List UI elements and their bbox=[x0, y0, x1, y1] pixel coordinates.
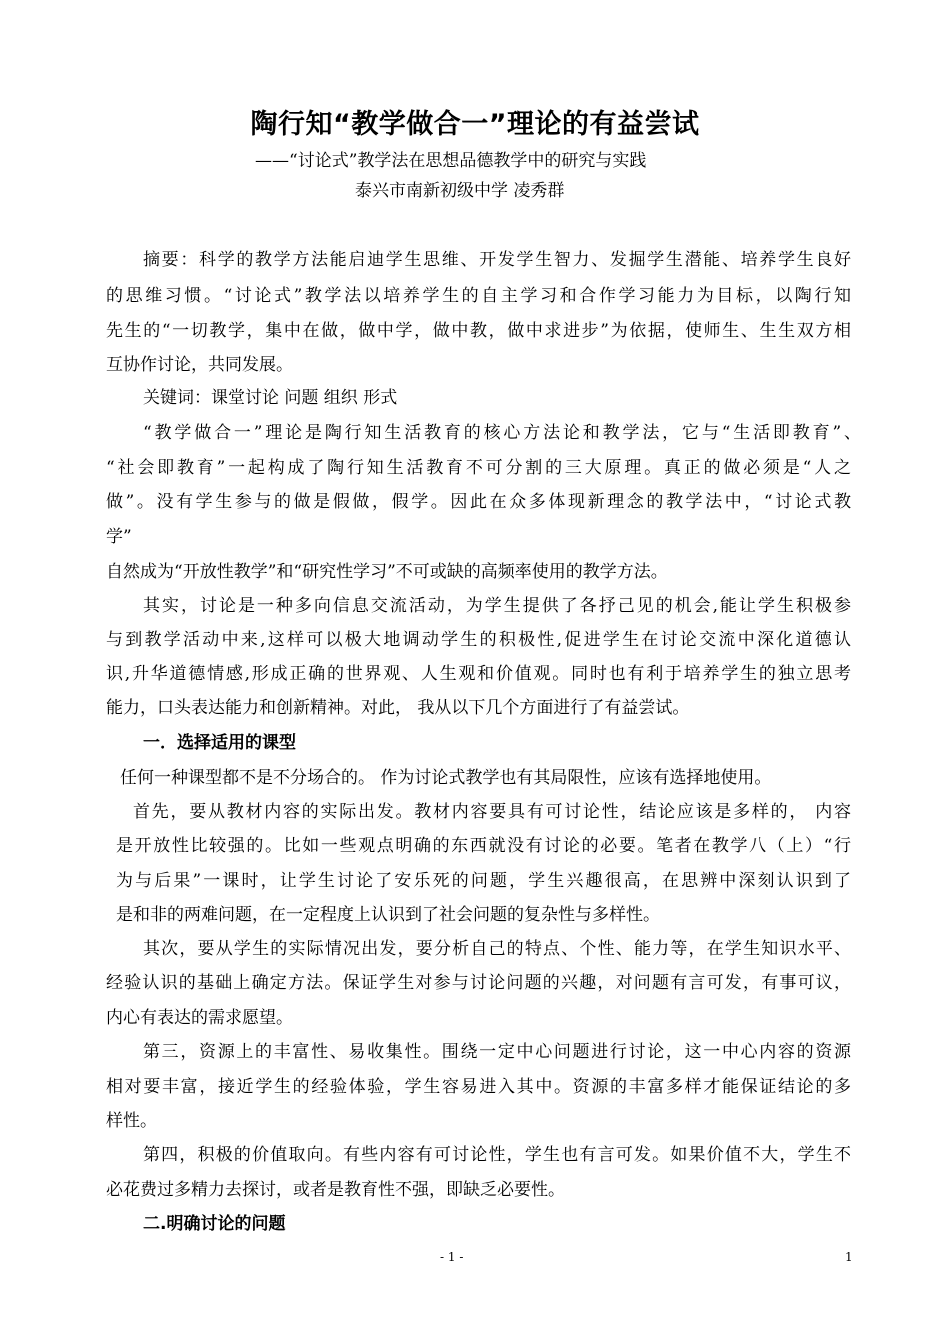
body-line: 任何一种课型都不是不分场合的。 作为讨论式教学也有其局限性，应该有选择地使用。 bbox=[120, 768, 772, 788]
body-line: “教学做合一”理论是陶行知生活教育的核心方法论和教学法，它与“生活即教育”、 bbox=[143, 423, 861, 443]
body-line: 先生的“一切教学，集中在做，做中学，做中教，做中求进步”为依据，使师生、生生双方相 bbox=[106, 321, 851, 341]
section-heading: 二.明确讨论的问题 bbox=[143, 1214, 286, 1234]
body-line: 其实，讨论是一种多向信息交流活动，为学生提供了各抒己见的机会,能让学生积极参 bbox=[143, 596, 851, 616]
body-line: 做”。没有学生参与的做是假做，假学。因此在众多体现新理念的教学法中，“讨论式教 bbox=[106, 492, 851, 512]
body-line: 样性。 bbox=[106, 1111, 157, 1131]
body-line: 首先，要从教材内容的实际出发。教材内容要具有可讨论性，结论应该是多样的， 内容 bbox=[133, 802, 851, 822]
document-subtitle: ——“讨论式”教学法在思想品德教学中的研究与实践 bbox=[255, 151, 647, 171]
body-line: “社会即教育”一起构成了陶行知生活教育不可分割的三大原理。真正的做必须是“人之 bbox=[106, 458, 851, 478]
body-line: 互协作讨论，共同发展。 bbox=[106, 355, 293, 375]
body-line: 能力，口头表达能力和创新精神。对此， 我从以下几个方面进行了有益尝试。 bbox=[106, 698, 690, 718]
footer-page-label: - 1 - bbox=[440, 1250, 464, 1264]
body-line: 第四，积极的价值取向。有些内容有可讨论性，学生也有言可发。如果价值不大，学生不 bbox=[143, 1145, 851, 1165]
body-line: 内心有表达的需求愿望。 bbox=[106, 1008, 293, 1028]
body-line: 是和非的两难问题，在一定程度上认识到了社会问题的复杂性与多样性。 bbox=[116, 905, 660, 925]
body-line: 摘要：科学的教学方法能启迪学生思维、开发学生智力、发掘学生潜能、培养学生良好 bbox=[143, 250, 851, 270]
body-line: 自然成为“开放性教学”和“研究性学习”不可或缺的高频率使用的教学方法。 bbox=[106, 562, 668, 582]
body-line: 的思维习惯。“讨论式”教学法以培养学生的自主学习和合作学习能力为目标，以陶行知 bbox=[106, 286, 851, 306]
body-line: 识,升华道德情感,形成正确的世界观、人生观和价值观。同时也有利于培养学生的独立思考 bbox=[106, 664, 851, 684]
body-line: 是开放性比较强的。比如一些观点明确的东西就没有讨论的必要。笔者在教学八（上）“行 bbox=[116, 836, 851, 856]
body-line: 为与后果”一课时，让学生讨论了安乐死的问题，学生兴趣很高，在思辨中深刻认识到了 bbox=[116, 871, 851, 891]
body-line: 相对要丰富，接近学生的经验体验，学生容易进入其中。资源的丰富多样才能保证结论的多 bbox=[106, 1077, 851, 1097]
document-author: 泰兴市南新初级中学 凌秀群 bbox=[355, 181, 565, 201]
keywords-line: 关键词：课堂讨论 问题 组织 形式 bbox=[143, 388, 398, 408]
body-line: 学” bbox=[106, 527, 132, 547]
footer-page-number: 1 bbox=[845, 1250, 853, 1264]
document-title: 陶行知“教学做合一”理论的有益尝试 bbox=[250, 109, 700, 140]
body-line: 经验认识的基础上确定方法。保证学生对参与讨论问题的兴趣，对问题有言可发，有事可议， bbox=[106, 973, 851, 993]
body-line: 与到教学活动中来,这样可以极大地调动学生的积极性,促进学生在讨论交流中深化道德认 bbox=[106, 630, 851, 650]
section-heading: 一．选择适用的课型 bbox=[143, 733, 296, 753]
body-line: 必花费过多精力去探讨，或者是教育性不强，即缺乏必要性。 bbox=[106, 1180, 565, 1200]
body-line: 第三，资源上的丰富性、易收集性。围绕一定中心问题进行讨论，这一中心内容的资源 bbox=[143, 1042, 851, 1062]
body-line: 其次，要从学生的实际情况出发，要分析自己的特点、个性、能力等，在学生知识水平、 bbox=[143, 939, 851, 959]
